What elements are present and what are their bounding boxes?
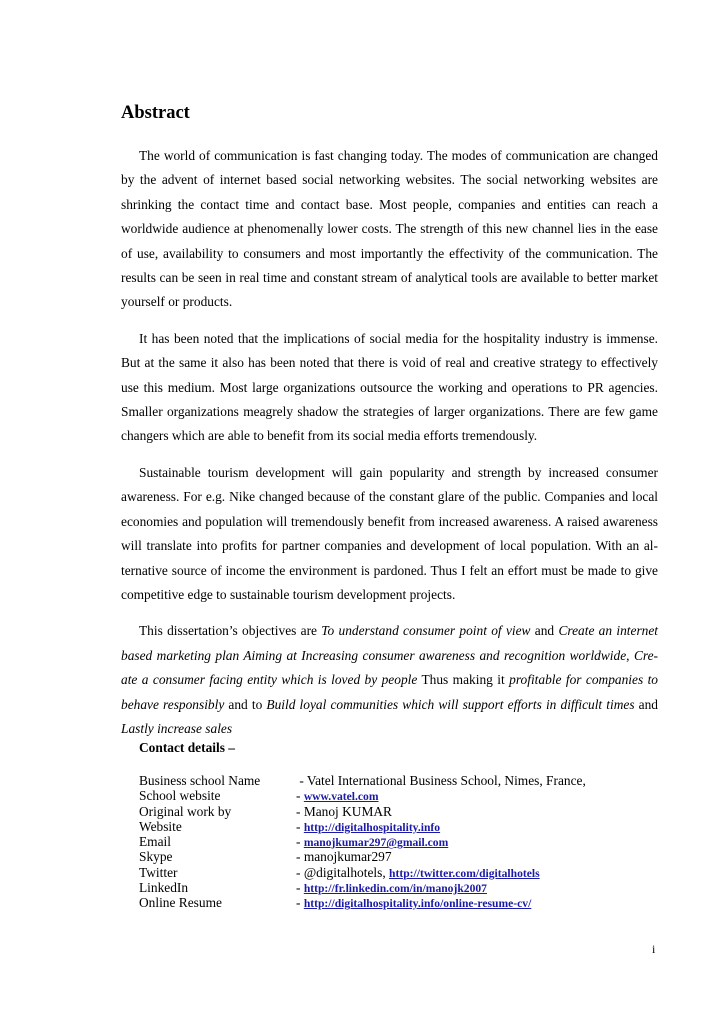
contact-details-title: Contact details – <box>139 740 235 755</box>
emphasized-text: Create a consumer facing entity which is loved by people <box>121 647 659 688</box>
contact-row <box>139 804 659 819</box>
contact-value <box>296 834 448 849</box>
contact-value-text: @digitalhotels, <box>303 864 390 880</box>
contact-label: Online Resume <box>139 895 222 911</box>
paragraph-text: This dissertation’s objectives are <box>139 623 322 639</box>
contact-link[interactable]: http://digitalhospitality.info <box>303 820 441 834</box>
contact-row <box>139 773 659 788</box>
contact-value <box>296 895 531 910</box>
contact-value-text: Manoj KUMAR <box>303 803 392 819</box>
paragraph-text: Sustainable tourism development will gain popularity and strength by increased consumer awareness. For e.g. Nike changed because of the constant glare of the public. Companies and local economies and population will tremendously benefit from increased awareness. A raised awareness will translate into profits for partner companies and development of local population. With an alternative source of income the environment is pardoned. Thus I felt an effort must be made to give competitive edge to sustainable tourism development projects. <box>121 464 658 602</box>
contact-value <box>296 865 540 880</box>
contact-row <box>139 880 659 895</box>
contact-dash: - <box>296 895 304 911</box>
emphasized-text: profitable for companies to behave responsibly <box>121 672 658 712</box>
contact-link[interactable]: http://digitalhospitality.info/online-resume-cv/ <box>303 897 532 911</box>
contact-row <box>139 849 659 864</box>
contact-value <box>296 880 487 895</box>
paragraph-text: and <box>530 623 559 639</box>
paragraph-text: Thus making it <box>417 672 510 688</box>
contact-label: School website <box>139 788 221 804</box>
abstract-paragraph <box>121 144 658 315</box>
contact-dash: - <box>296 773 307 788</box>
contact-dash: - <box>296 834 304 850</box>
contact-value <box>296 849 392 864</box>
paragraph-text: , <box>626 647 634 663</box>
contact-link[interactable]: www.vatel.com <box>303 790 379 804</box>
contact-value <box>296 819 440 834</box>
paragraph-text: It has been noted that the implications of social media for the hospitality industry is immense. But at the same it also has been noted that there is void of real and creative strategy to effectively use this medium. Most large organizations outsource the working and operations to PR agencies. Smaller organizations meagrely shadow the strategies of larger organizations. There are few game changers which are able to benefit from its social media efforts tremendously. <box>121 330 658 444</box>
contact-list <box>139 773 659 911</box>
contact-row <box>139 819 659 834</box>
contact-value <box>296 773 586 788</box>
contact-label: Skype <box>139 849 173 865</box>
emphasized-text: Lastly increase sales <box>121 720 233 736</box>
abstract-paragraph <box>121 619 658 741</box>
contact-dash: - <box>296 818 304 834</box>
abstract-body <box>121 144 658 753</box>
page-number: i <box>652 942 656 956</box>
contact-row <box>139 834 659 849</box>
contact-label: Website <box>139 818 182 834</box>
emphasized-text: To understand consumer point of view <box>321 623 531 639</box>
contact-label: Business school Name <box>139 773 261 788</box>
emphasized-text: Build loyal communities which will support efforts in difficult times <box>266 696 635 712</box>
paragraph-text: The world of communication is fast changing today. The modes of communication are changed by the advent of internet based social networking websites. The social networking websites are shrinking the contact time and contact base. Most people, companies and entities can reach a worldwide audience at phenomenally lower costs. The strength of this new channel lies in the ease of use, availability to consumers and most importantly the effectivity of the communication. The results can be seen in real time and constant stream of analytical tools are available to better market yourself or products. <box>121 148 658 310</box>
contact-dash: - <box>296 849 304 865</box>
contact-link[interactable]: http://twitter.com/digitalhotels <box>389 866 540 880</box>
contact-value <box>296 788 379 803</box>
contact-row <box>139 865 659 880</box>
contact-label: LinkedIn <box>139 880 189 896</box>
contact-label: Email <box>139 834 171 850</box>
contact-link[interactable]: manojkumar297@gmail.com <box>303 836 449 850</box>
paragraph-text: and to <box>224 696 267 712</box>
abstract-heading: Abstract <box>121 103 190 123</box>
contact-dash: - <box>296 864 304 880</box>
contact-dash: - <box>296 880 304 896</box>
contact-row <box>139 895 659 910</box>
contact-value-text: Vatel International Business School, Nimes, France, <box>306 773 586 788</box>
contact-details <box>139 740 659 911</box>
abstract-paragraph <box>121 327 658 449</box>
paragraph-text: and <box>634 696 659 712</box>
emphasized-text: Create an internet based marketing plan Aiming at Increasing consumer awareness and recognition worldwide <box>121 623 659 663</box>
contact-link[interactable]: http://fr.linkedin.com/in/manojk2007 <box>303 882 487 896</box>
contact-row <box>139 788 659 803</box>
contact-value <box>296 804 392 819</box>
contact-label: Original work by <box>139 803 232 819</box>
contact-dash: - <box>296 803 304 819</box>
contact-value-text: manojkumar297 <box>303 849 392 865</box>
contact-label: Twitter <box>139 864 178 880</box>
abstract-paragraph <box>121 461 658 607</box>
contact-dash: - <box>296 788 304 804</box>
